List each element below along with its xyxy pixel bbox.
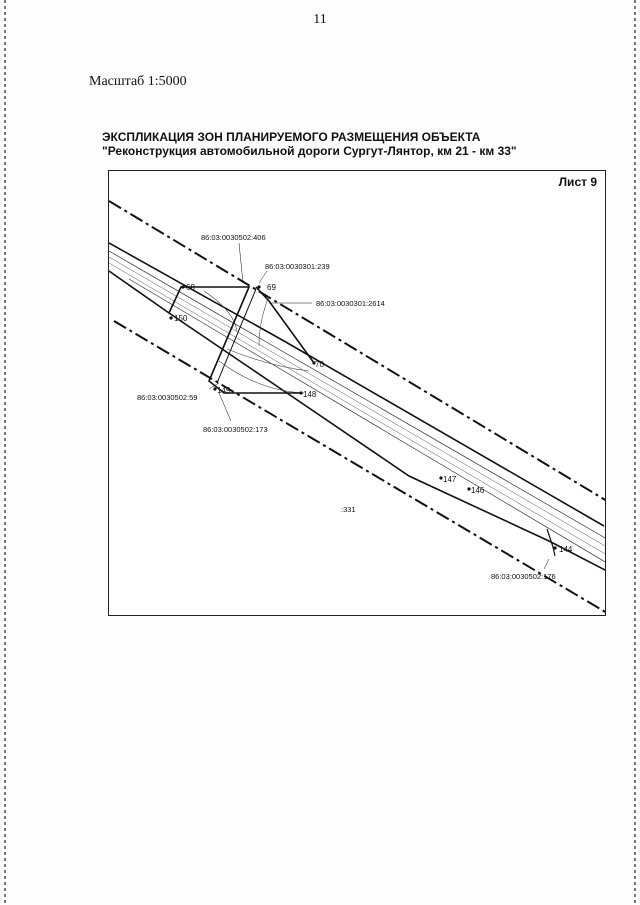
point-label-148: 148 (303, 390, 317, 399)
point-label-149: 149 (217, 386, 231, 395)
title-line-2: "Реконструкция автомобильной дороги Сургут-Лянтор, км 21 - км 33" (102, 144, 517, 158)
page-left-edge (4, 0, 6, 905)
page-right-edge (634, 0, 636, 905)
cadastral-label-331: :331 (341, 505, 356, 514)
zone-boundary-upper (109, 201, 606, 501)
cadastral-label-2614: 86:03:0030301:2614 (316, 299, 385, 308)
point-label-69: 69 (267, 283, 276, 292)
leader-176 (544, 559, 549, 569)
map-frame (108, 170, 606, 616)
leader-406 (239, 243, 243, 283)
document-title (102, 130, 602, 158)
point-label-68: 68 (186, 283, 195, 292)
page-number: 11 (313, 12, 327, 27)
point-label-147: 147 (443, 475, 457, 484)
scale-label: Масштаб 1:5000 (89, 74, 187, 89)
zone-boundary-lower (114, 321, 606, 613)
point-label-70: 70 (315, 360, 324, 369)
point-markers (169, 285, 556, 549)
point-label-146: 146 (471, 486, 485, 495)
cadastral-map (109, 171, 606, 616)
cadastral-label-239: 86:03:0030301:239 (265, 262, 330, 271)
allotment-boundary-east (256, 287, 314, 363)
leader-173 (219, 393, 231, 421)
point-label-150: 150 (174, 314, 188, 323)
sheet-label: Лист 9 (558, 175, 597, 189)
title-line-1: ЭКСПЛИКАЦИЯ ЗОН ПЛАНИРУЕМОГО РАЗМЕЩЕНИЯ ОБЪЕКТА (102, 130, 481, 144)
junction-curves (204, 291, 309, 393)
point-label-144: 144 (559, 545, 573, 554)
road-line-4 (129, 279, 606, 563)
cadastral-label-406: 86:03:0030502:406 (201, 233, 266, 242)
cadastral-label-176: 86:03:0030502:176 (491, 572, 556, 581)
parcel-144 (547, 529, 555, 556)
cadastral-label-59: 86:03:0030502:59 (137, 393, 198, 402)
leader-239 (259, 271, 267, 283)
cadastral-label-173: 86:03:0030502:173 (203, 425, 268, 434)
